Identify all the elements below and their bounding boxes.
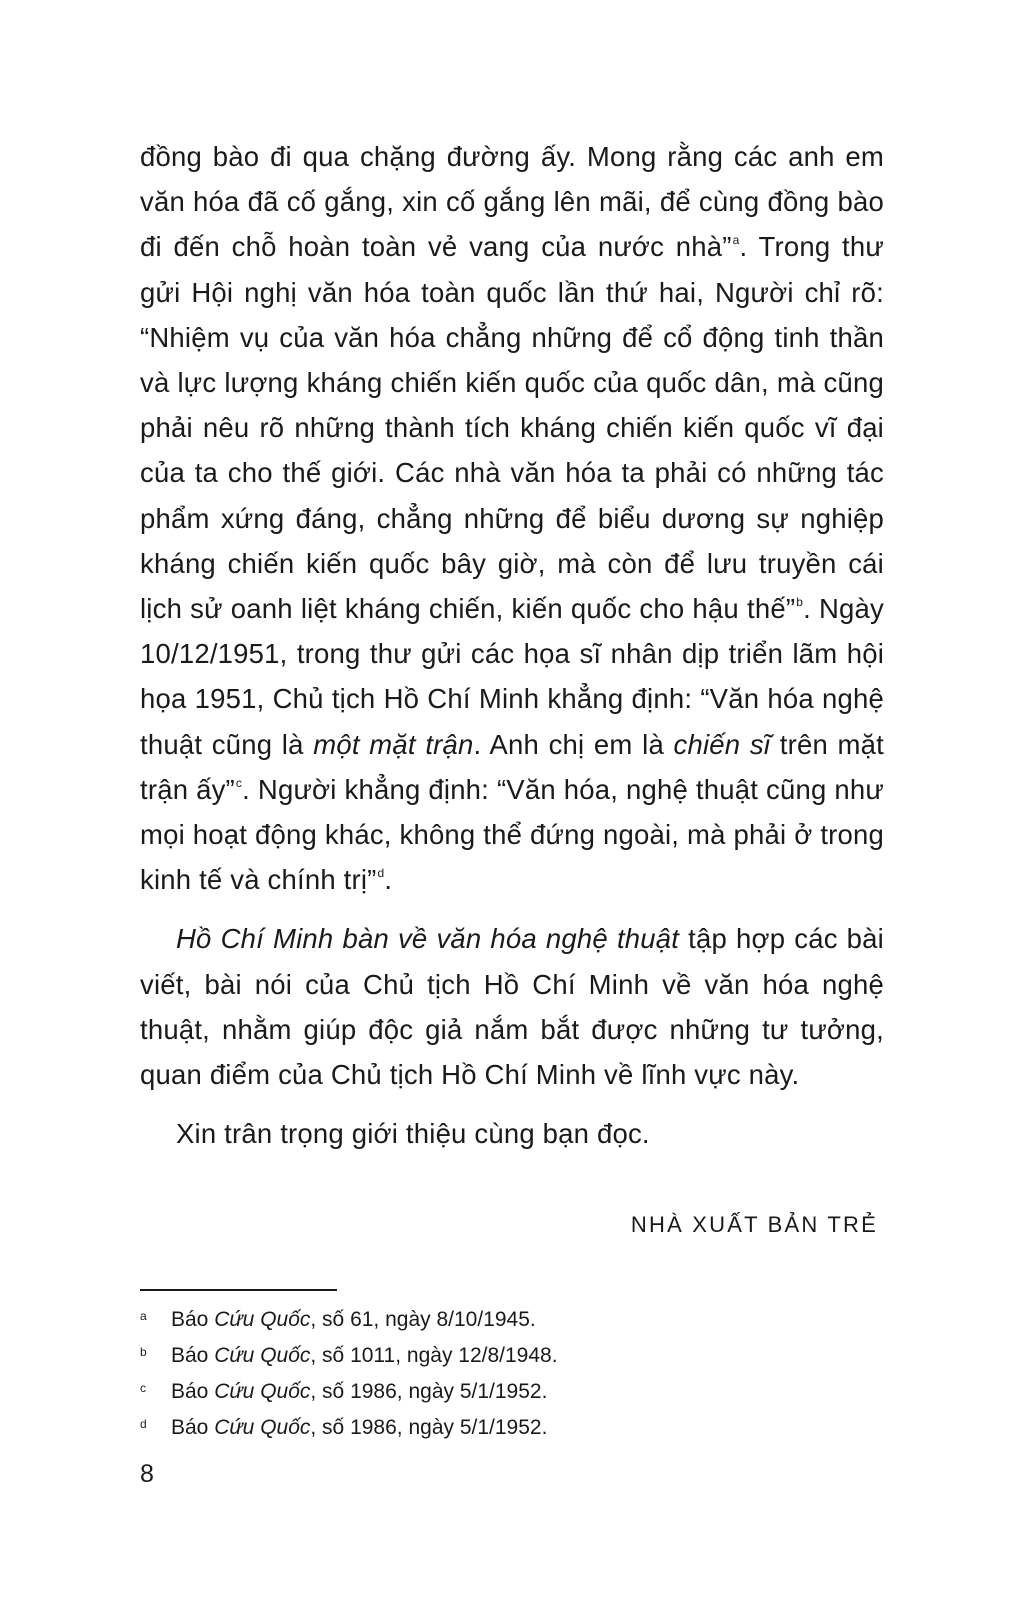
footnote-ref: b [796, 595, 804, 610]
text-run: tập hợp các bài viết, bài nói của Chủ tịch Hồ Chí Minh về văn hóa nghệ thuật, nhằm giúp độc giả nắm bắt được những tư tưởng, quan điểm của Chủ tịch Hồ Chí Minh về lĩnh vực này. [140, 923, 884, 1091]
footnote-text: Báo Cứu Quốc, số 1986, ngày 5/1/1952. [171, 1380, 548, 1403]
text-run: . [384, 864, 393, 896]
italic-run: một mặt trận [313, 728, 474, 760]
footnote-c [140, 1378, 884, 1414]
page-number: 8 [140, 1460, 154, 1488]
text-run: Xin trân trọng giới thiệu cùng bạn đọc. [176, 1118, 650, 1150]
footnote-text: Báo Cứu Quốc, số 1011, ngày 12/8/1948. [171, 1344, 558, 1367]
text-run: . Người khẳng định: “Văn hóa, nghệ thuật cũng như mọi hoạt động khác, không thể đứng ngoài, mà phải ở trong kinh tế và chính trị” [140, 773, 884, 896]
footnote-mark: d [140, 1417, 147, 1431]
paragraph-2 [140, 916, 884, 1097]
footnote-ref: a [732, 233, 740, 248]
text-run: . Ngày 10/12/1951, trong thư gửi các họa sĩ nhân dịp triển lãm hội họa 1951, Chủ tịch Hồ Chí Minh khẳng định: “Văn hóa nghệ thuật cũng là [140, 593, 884, 760]
paragraph-1 [140, 134, 884, 902]
paragraph-3 [140, 1111, 884, 1156]
italic-run: Hồ Chí Minh bàn về văn hóa nghệ thuật [176, 923, 680, 955]
footnote-ref: d [377, 866, 385, 881]
italic-run: chiến sĩ [673, 728, 771, 760]
body-text [140, 134, 884, 1156]
footnotes [140, 1306, 884, 1450]
text-run: . Anh chị em là [473, 728, 674, 760]
footnote-mark: c [140, 1381, 146, 1395]
footnote-d [140, 1414, 884, 1450]
footnote-text: Báo Cứu Quốc, số 1986, ngày 5/1/1952. [171, 1416, 548, 1439]
footnote-mark: a [140, 1309, 147, 1323]
footnote-ref: c [235, 775, 243, 790]
footnote-divider [140, 1289, 337, 1291]
text-run: trên mặt trận ấy” [140, 728, 884, 805]
footnote-a [140, 1306, 884, 1342]
footnote-mark: b [140, 1345, 147, 1359]
text-run: đồng bào đi qua chặng đường ấy. Mong rằng các anh em văn hóa đã cố gắng, xin cố gắng lên mãi, để cùng đồng bào đi đến chỗ hoàn toàn vẻ vang của nước nhà” [140, 141, 884, 263]
footnote-text: Báo Cứu Quốc, số 61, ngày 8/10/1945. [171, 1308, 536, 1331]
text-run: . Trong thư gửi Hội nghị văn hóa toàn quốc lần thứ hai, Người chỉ rõ: “Nhiệm vụ của văn hóa chẳng những để cổ động tinh thần và lực lượng kháng chiến kiến quốc của quốc dân, mà cũng phải nêu rõ những thành tích kháng chiến kiến quốc vĩ đại của ta cho thế giới. Các nhà văn hóa ta phải có những tác phẩm xứng đáng, chẳng những để biểu dương sự nghiệp kháng chiến kiến quốc bây giờ, mà còn để lưu truyền cái lịch sử oanh liệt kháng chiến, kiến quốc cho hậu thế” [140, 231, 884, 625]
footnote-b [140, 1342, 884, 1378]
publisher-signature: NHÀ XUẤT BẢN TRẺ [630, 1212, 878, 1237]
